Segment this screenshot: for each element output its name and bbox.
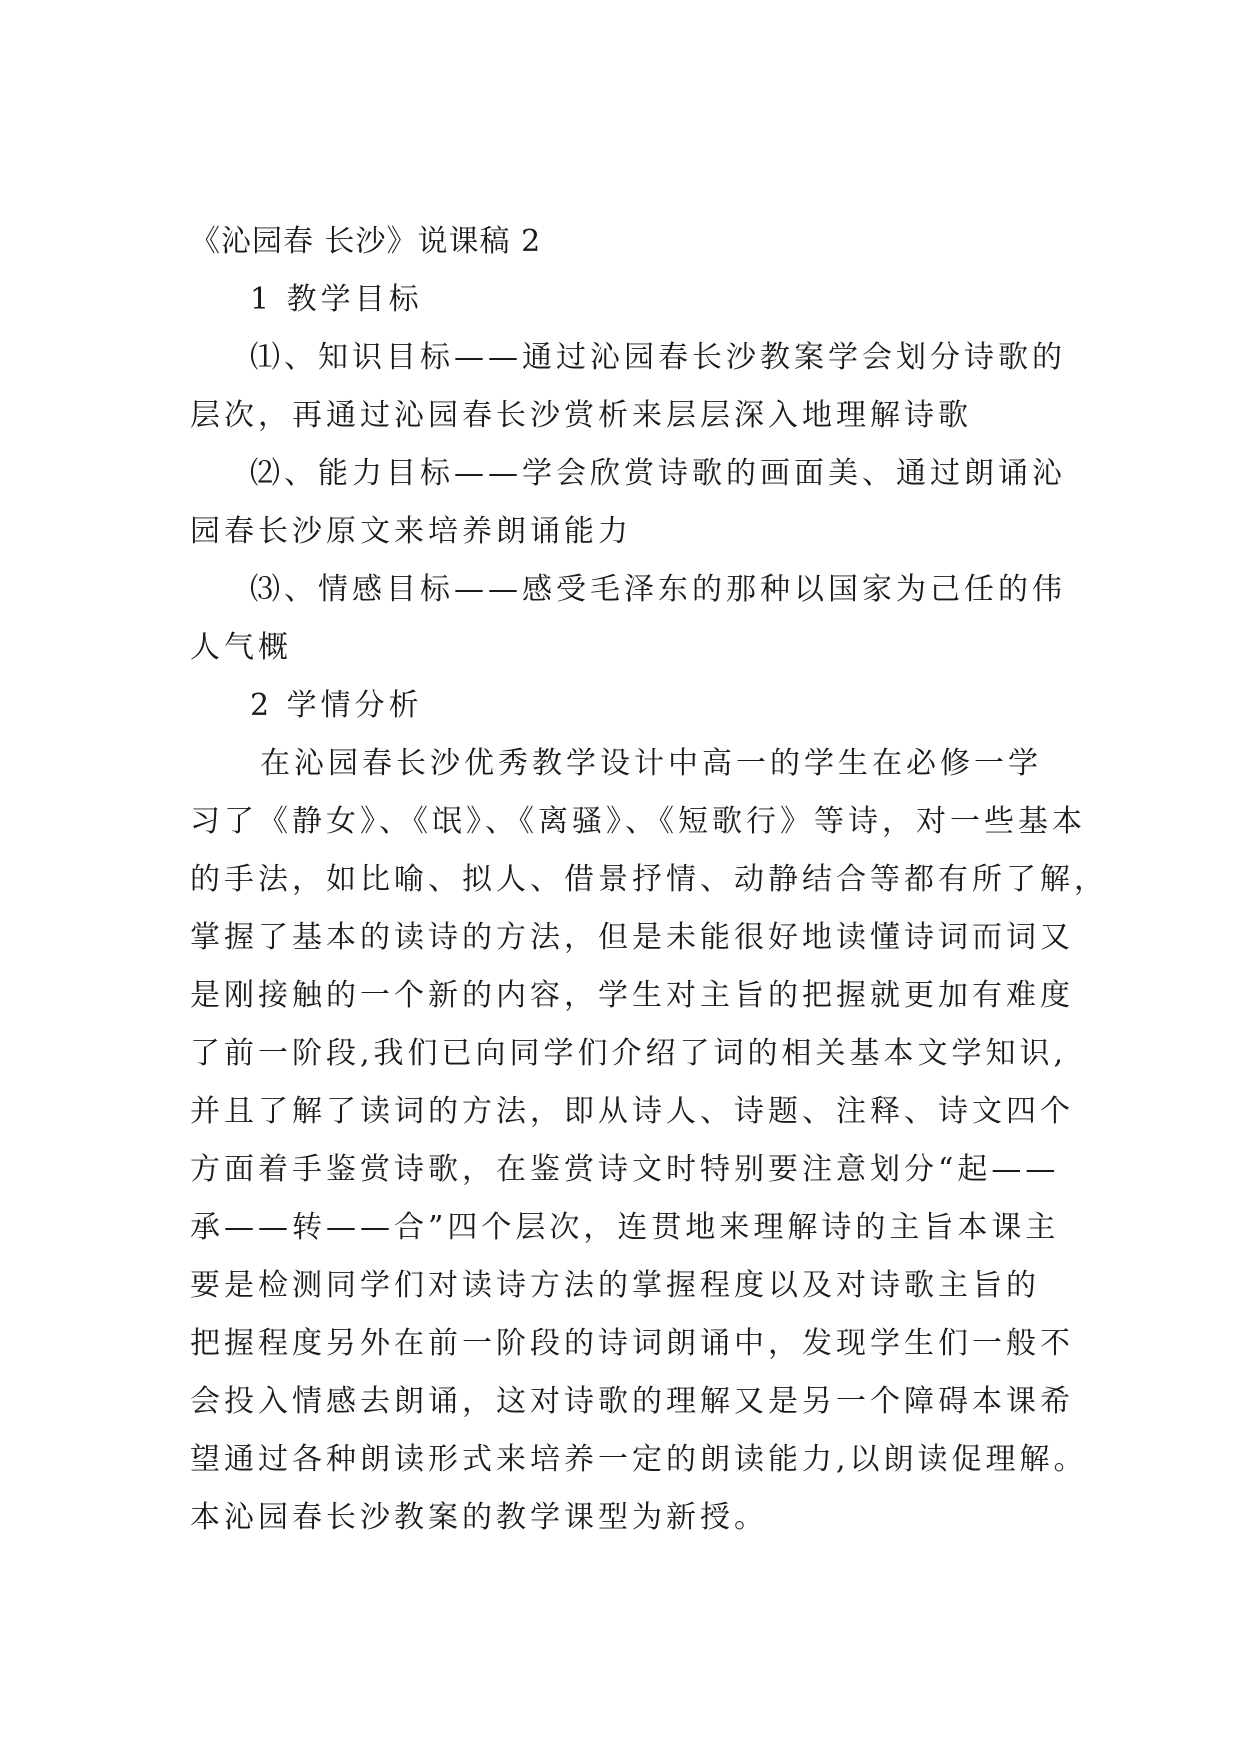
paragraph-line: 园春长沙原文来培养朗诵能力 [190, 514, 632, 549]
document-title: 《沁园春 长沙》说课稿 2 [190, 224, 542, 259]
document-body [190, 213, 1108, 1547]
paragraph-line: 掌握了基本的读诗的方法，但是未能很好地读懂诗词而词又 [190, 920, 1074, 955]
paragraph-line: ⑶、情感目标——感受毛泽东的那种以国家为己任的伟 [250, 572, 1066, 607]
paragraph-line: 层次，再通过沁园春长沙赏析来层层深入地理解诗歌 [190, 398, 972, 433]
paragraph-line: 要是检测同学们对读诗方法的掌握程度以及对诗歌主旨的 [190, 1268, 1040, 1303]
paragraph-line: 了前一阶段,我们已向同学们介绍了词的相关基本文学知识, [190, 1036, 1068, 1071]
paragraph-line: 是刚接触的一个新的内容，学生对主旨的把握就更加有难度 [190, 978, 1074, 1013]
paragraph-knowledge-goal [190, 329, 1066, 445]
paragraph-line: ⑵、能力目标——学会欣赏诗歌的画面美、通过朗诵沁 [250, 456, 1066, 491]
paragraph-line: 望通过各种朗读形式来培养一定的朗读能力,以朗读促理解。 [190, 1442, 1088, 1477]
paragraph-line: 本沁园春长沙教案的教学课型为新授。 [190, 1500, 768, 1535]
paragraph-line: 的手法，如比喻、拟人、借景抒情、动静结合等都有所了解， [190, 862, 1108, 897]
paragraph-line: 把握程度另外在前一阶段的诗词朗诵中，发现学生们一般不 [190, 1326, 1074, 1361]
section-heading-student-analysis: 2 学情分析 [250, 688, 423, 723]
paragraph-emotion-goal [190, 561, 1066, 677]
paragraph-line: 人气概 [190, 630, 292, 665]
paragraph-line: 方面着手鉴赏诗歌，在鉴赏诗文时特别要注意划分“起—— [190, 1152, 1060, 1187]
paragraph-line: 会投入情感去朗诵，这对诗歌的理解又是另一个障碍本课希 [190, 1384, 1074, 1419]
paragraph-line: 在沁园春长沙优秀教学设计中高一的学生在必修一学 [260, 746, 1042, 781]
paragraph-line: ⑴、知识目标——通过沁园春长沙教案学会划分诗歌的 [250, 340, 1066, 375]
paragraph-ability-goal [190, 445, 1066, 561]
paragraph-student-analysis [190, 735, 1108, 1547]
paragraph-line: 习了《静女》、《氓》、《离骚》、《短歌行》等诗，对一些基本 [190, 804, 1086, 839]
section-heading-teaching-goals: 1 教学目标 [250, 282, 423, 317]
paragraph-line: 承——转——合”四个层次，连贯地来理解诗的主旨本课主 [190, 1210, 1060, 1245]
paragraph-line: 并且了解了读词的方法，即从诗人、诗题、注释、诗文四个 [190, 1094, 1074, 1129]
